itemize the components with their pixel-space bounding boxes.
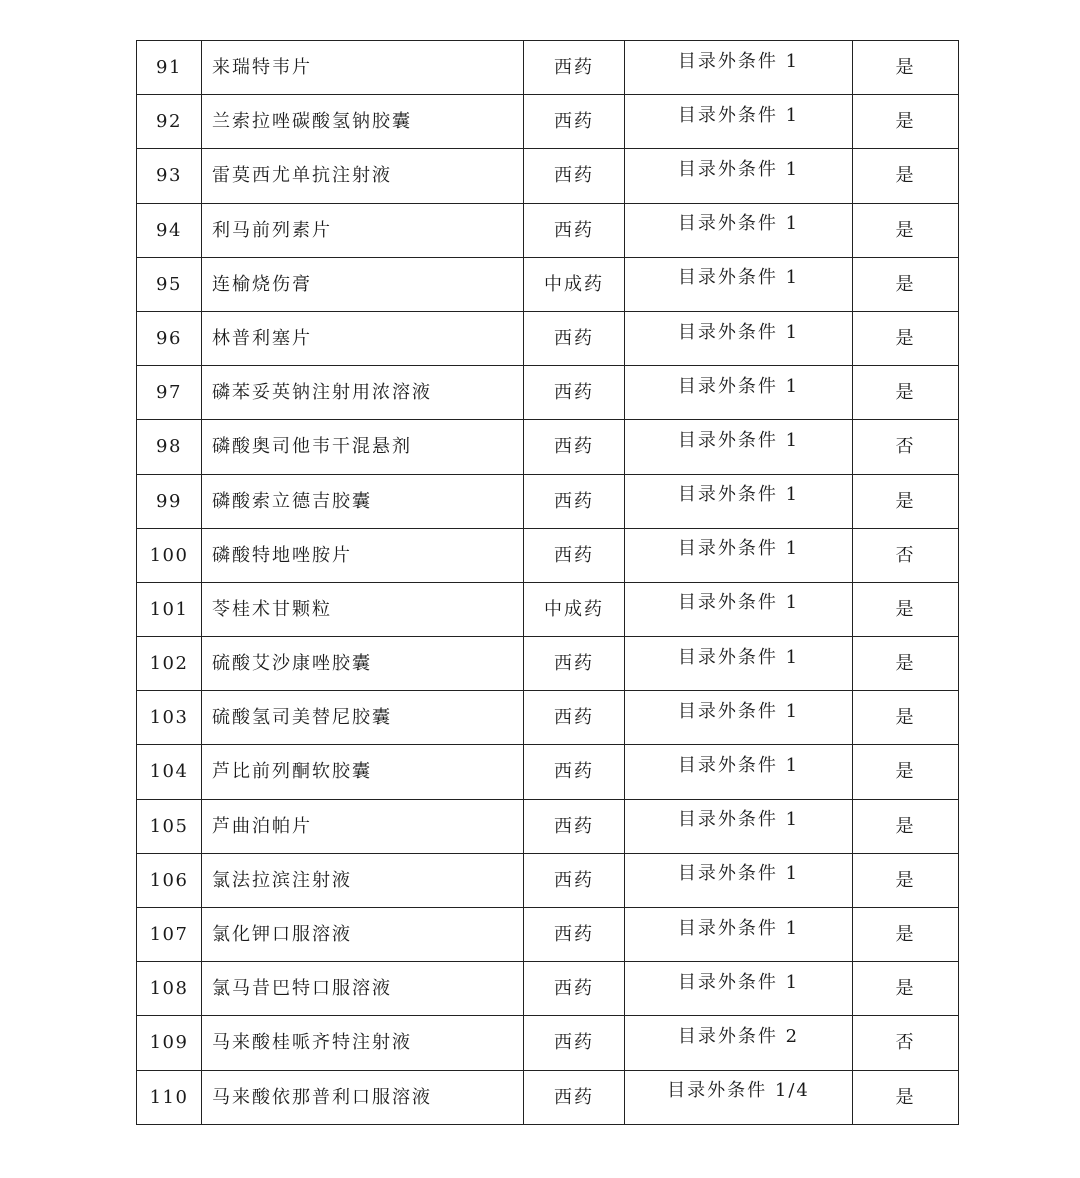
condition-cell-text: 目录外条件 1 <box>677 104 800 126</box>
drug-type-cell-text: 西药 <box>554 1032 594 1054</box>
table-row <box>137 95 959 149</box>
drug-name-cell <box>202 582 524 636</box>
drug-name-cell-text: 硫酸艾沙康唑胶囊 <box>212 653 372 675</box>
drug-name-cell-text: 磷苯妥英钠注射用浓溶液 <box>212 382 432 404</box>
drug-type-cell-text: 西药 <box>554 57 594 78</box>
flag-cell <box>853 311 959 365</box>
condition-cell-text: 目录外条件 1 <box>677 755 800 777</box>
row-number-cell <box>137 149 202 203</box>
drug-name-cell <box>202 41 524 95</box>
condition-cell-text: 目录外条件 1 <box>677 321 800 343</box>
row-number-cell-text: 100 <box>149 544 189 566</box>
row-number-cell-text: 110 <box>149 1086 189 1108</box>
drug-name-cell <box>202 95 524 149</box>
row-number-cell <box>137 853 202 907</box>
table-row <box>137 311 959 365</box>
row-number-cell-text: 106 <box>149 869 189 891</box>
drug-type-cell <box>524 1016 625 1070</box>
drug-type-cell <box>524 799 625 853</box>
row-number-cell-text: 92 <box>156 111 182 133</box>
drug-type-cell <box>524 853 625 907</box>
row-number-cell <box>137 528 202 582</box>
drug-name-cell-text: 芦曲泊帕片 <box>212 815 312 837</box>
condition-cell <box>625 528 853 582</box>
drug-type-cell <box>524 366 625 420</box>
drug-name-cell <box>202 691 524 745</box>
row-number-cell <box>137 799 202 853</box>
condition-cell <box>625 1016 853 1070</box>
flag-cell-text: 是 <box>895 165 916 187</box>
table-row <box>137 962 959 1016</box>
condition-cell <box>625 203 853 257</box>
row-number-cell <box>137 95 202 149</box>
flag-cell <box>853 474 959 528</box>
drug-type-cell-text: 西药 <box>554 111 594 133</box>
flag-cell-text: 是 <box>895 761 916 783</box>
condition-cell <box>625 257 853 311</box>
condition-cell <box>625 853 853 907</box>
drug-name-cell-text: 雷莫西尤单抗注射液 <box>212 165 392 187</box>
condition-cell-text: 目录外条件 1 <box>677 213 800 235</box>
condition-cell <box>625 311 853 365</box>
condition-cell-text: 目录外条件 1 <box>677 971 800 993</box>
condition-cell-text: 目录外条件 1 <box>677 863 800 885</box>
row-number-cell-text: 94 <box>156 219 182 241</box>
table-row <box>137 203 959 257</box>
row-number-cell-text: 109 <box>149 1032 189 1054</box>
row-number-cell-text: 91 <box>156 57 182 78</box>
drug-name-cell <box>202 528 524 582</box>
drug-type-cell-text: 中成药 <box>544 598 604 620</box>
flag-cell-text: 是 <box>895 327 916 349</box>
row-number-cell <box>137 311 202 365</box>
drug-type-cell-text: 中成药 <box>544 273 604 295</box>
flag-cell-text: 否 <box>895 1032 916 1054</box>
flag-cell <box>853 366 959 420</box>
row-number-cell-text: 108 <box>149 978 189 1000</box>
drug-type-cell-text: 西药 <box>554 382 594 404</box>
flag-cell-text: 否 <box>895 544 916 566</box>
drug-name-cell <box>202 962 524 1016</box>
row-number-cell <box>137 257 202 311</box>
table-row <box>137 1016 959 1070</box>
flag-cell-text: 是 <box>895 598 916 620</box>
condition-cell-text: 目录外条件 1 <box>677 484 800 506</box>
table-row <box>137 691 959 745</box>
condition-cell <box>625 149 853 203</box>
drug-name-cell <box>202 908 524 962</box>
flag-cell <box>853 41 959 95</box>
flag-cell <box>853 257 959 311</box>
drug-type-cell-text: 西药 <box>554 815 594 837</box>
drug-type-cell-text: 西药 <box>554 924 594 945</box>
condition-cell-text: 目录外条件 1 <box>677 646 800 668</box>
drug-type-cell-text: 西药 <box>554 761 594 783</box>
row-number-cell-text: 102 <box>149 653 189 675</box>
row-number-cell-text: 99 <box>156 490 182 512</box>
flag-cell-text: 是 <box>895 869 916 891</box>
table-row <box>137 528 959 582</box>
condition-cell <box>625 582 853 636</box>
drug-type-cell <box>524 1070 625 1124</box>
condition-cell <box>625 41 853 95</box>
table-row <box>137 149 959 203</box>
condition-cell-text: 目录外条件 1 <box>677 700 800 722</box>
flag-cell-text: 是 <box>895 707 916 729</box>
table-row <box>137 637 959 691</box>
table-row <box>137 41 959 95</box>
row-number-cell-text: 103 <box>149 707 189 729</box>
drug-name-cell <box>202 203 524 257</box>
row-number-cell <box>137 474 202 528</box>
drug-type-cell <box>524 582 625 636</box>
table-row <box>137 1070 959 1124</box>
row-number-cell-text: 107 <box>149 924 189 945</box>
row-number-cell <box>137 582 202 636</box>
drug-name-cell-text: 连榆烧伤膏 <box>212 273 312 295</box>
drug-name-cell-text: 氯马昔巴特口服溶液 <box>212 978 392 1000</box>
condition-cell-text: 目录外条件 1 <box>677 158 800 180</box>
flag-cell <box>853 1016 959 1070</box>
row-number-cell <box>137 962 202 1016</box>
row-number-cell <box>137 745 202 799</box>
drug-name-cell-text: 兰索拉唑碳酸氢钠胶囊 <box>212 111 412 133</box>
table-row <box>137 257 959 311</box>
table-row <box>137 908 959 962</box>
row-number-cell <box>137 908 202 962</box>
row-number-cell-text: 104 <box>149 761 189 783</box>
flag-cell-text: 是 <box>895 111 916 133</box>
drug-type-cell <box>524 149 625 203</box>
flag-cell <box>853 203 959 257</box>
drug-name-cell <box>202 1016 524 1070</box>
drug-name-cell-text: 氯法拉滨注射液 <box>212 869 352 891</box>
condition-cell-text: 目录外条件 1 <box>677 267 800 289</box>
row-number-cell <box>137 691 202 745</box>
condition-cell <box>625 691 853 745</box>
flag-cell <box>853 908 959 962</box>
drug-type-cell <box>524 311 625 365</box>
drug-type-cell <box>524 203 625 257</box>
flag-cell <box>853 420 959 474</box>
drug-name-cell-text: 硫酸氢司美替尼胶囊 <box>212 707 392 729</box>
drug-name-cell-text: 芦比前列酮软胶囊 <box>212 761 372 783</box>
drug-type-cell-text: 西药 <box>554 707 594 729</box>
flag-cell <box>853 799 959 853</box>
drug-type-cell <box>524 908 625 962</box>
row-number-cell <box>137 420 202 474</box>
flag-cell-text: 否 <box>895 436 916 458</box>
drug-name-cell <box>202 311 524 365</box>
drug-name-cell <box>202 366 524 420</box>
drug-type-cell <box>524 528 625 582</box>
row-number-cell-text: 96 <box>156 327 182 349</box>
condition-cell <box>625 420 853 474</box>
row-number-cell <box>137 1016 202 1070</box>
drug-name-cell-text: 马来酸桂哌齐特注射液 <box>212 1032 412 1054</box>
drug-name-cell <box>202 853 524 907</box>
drug-name-cell <box>202 257 524 311</box>
condition-cell <box>625 366 853 420</box>
flag-cell <box>853 745 959 799</box>
flag-cell <box>853 528 959 582</box>
condition-cell <box>625 95 853 149</box>
drug-type-cell <box>524 41 625 95</box>
table-row <box>137 420 959 474</box>
drug-name-cell-text: 林普利塞片 <box>212 327 312 349</box>
drug-type-cell <box>524 637 625 691</box>
drug-type-cell <box>524 474 625 528</box>
flag-cell-text: 是 <box>895 1086 916 1108</box>
condition-cell-text: 目录外条件 2 <box>677 1025 800 1047</box>
condition-cell <box>625 637 853 691</box>
flag-cell-text: 是 <box>895 653 916 675</box>
flag-cell <box>853 582 959 636</box>
condition-cell-text: 目录外条件 1 <box>677 538 800 560</box>
drug-type-cell-text: 西药 <box>554 327 594 349</box>
drug-type-cell-text: 西药 <box>554 869 594 891</box>
drug-type-cell-text: 西药 <box>554 978 594 1000</box>
row-number-cell <box>137 366 202 420</box>
flag-cell <box>853 1070 959 1124</box>
drug-name-cell-text: 苓桂术甘颗粒 <box>212 598 332 620</box>
row-number-cell <box>137 1070 202 1124</box>
flag-cell-text: 是 <box>895 490 916 512</box>
drug-name-cell-text: 氯化钾口服溶液 <box>212 924 352 945</box>
drug-name-cell-text: 磷酸特地唑胺片 <box>212 544 352 566</box>
drug-type-cell-text: 西药 <box>554 653 594 675</box>
drug-name-cell-text: 磷酸索立德吉胶囊 <box>212 490 372 512</box>
row-number-cell-text: 105 <box>149 815 189 837</box>
drug-type-cell-text: 西药 <box>554 544 594 566</box>
table-row <box>137 745 959 799</box>
condition-cell-text: 目录外条件 1 <box>677 429 800 451</box>
table-row <box>137 474 959 528</box>
drug-name-cell <box>202 149 524 203</box>
row-number-cell-text: 95 <box>156 273 182 295</box>
flag-cell <box>853 691 959 745</box>
drug-type-cell-text: 西药 <box>554 165 594 187</box>
condition-cell <box>625 908 853 962</box>
flag-cell <box>853 962 959 1016</box>
flag-cell <box>853 853 959 907</box>
table-body <box>137 41 959 1125</box>
table-row <box>137 799 959 853</box>
drug-name-cell-text: 马来酸依那普利口服溶液 <box>212 1086 432 1108</box>
drug-type-cell <box>524 691 625 745</box>
drug-type-cell <box>524 257 625 311</box>
row-number-cell-text: 93 <box>156 165 182 187</box>
condition-cell-text: 目录外条件 1 <box>677 917 800 939</box>
flag-cell <box>853 149 959 203</box>
flag-cell-text: 是 <box>895 273 916 295</box>
drug-name-cell <box>202 745 524 799</box>
drug-name-cell <box>202 420 524 474</box>
row-number-cell-text: 98 <box>156 436 182 458</box>
condition-cell-text: 目录外条件 1 <box>677 375 800 397</box>
drug-type-cell <box>524 420 625 474</box>
drug-type-cell <box>524 95 625 149</box>
drug-name-cell-text: 利马前列素片 <box>212 219 332 241</box>
drug-name-cell <box>202 637 524 691</box>
table-row <box>137 366 959 420</box>
drug-name-cell-text: 磷酸奥司他韦干混悬剂 <box>212 436 412 458</box>
drug-name-cell <box>202 1070 524 1124</box>
flag-cell-text: 是 <box>895 219 916 241</box>
row-number-cell-text: 97 <box>156 382 182 404</box>
row-number-cell-text: 101 <box>149 598 189 620</box>
drug-name-cell <box>202 474 524 528</box>
row-number-cell <box>137 41 202 95</box>
drug-type-cell-text: 西药 <box>554 219 594 241</box>
drug-type-cell-text: 西药 <box>554 490 594 512</box>
condition-cell-text: 目录外条件 1 <box>677 592 800 614</box>
flag-cell-text: 是 <box>895 382 916 404</box>
row-number-cell <box>137 203 202 257</box>
drug-type-cell-text: 西药 <box>554 436 594 458</box>
table-row <box>137 853 959 907</box>
drug-name-cell <box>202 799 524 853</box>
drug-name-cell-text: 来瑞特韦片 <box>212 57 312 78</box>
row-number-cell <box>137 637 202 691</box>
condition-cell-text: 目录外条件 1 <box>677 50 800 72</box>
condition-cell-text: 目录外条件 1 <box>677 809 800 831</box>
drug-type-cell-text: 西药 <box>554 1086 594 1108</box>
flag-cell-text: 是 <box>895 978 916 1000</box>
condition-cell <box>625 745 853 799</box>
flag-cell-text: 是 <box>895 924 916 945</box>
condition-cell <box>625 799 853 853</box>
condition-cell <box>625 1070 853 1124</box>
condition-cell <box>625 474 853 528</box>
flag-cell <box>853 95 959 149</box>
flag-cell-text: 是 <box>895 57 916 78</box>
drug-type-cell <box>524 745 625 799</box>
table-row <box>137 582 959 636</box>
drug-type-cell <box>524 962 625 1016</box>
flag-cell-text: 是 <box>895 815 916 837</box>
flag-cell <box>853 637 959 691</box>
condition-cell <box>625 962 853 1016</box>
drug-list-table <box>136 40 959 1125</box>
condition-cell-text: 目录外条件 1/4 <box>667 1080 810 1102</box>
